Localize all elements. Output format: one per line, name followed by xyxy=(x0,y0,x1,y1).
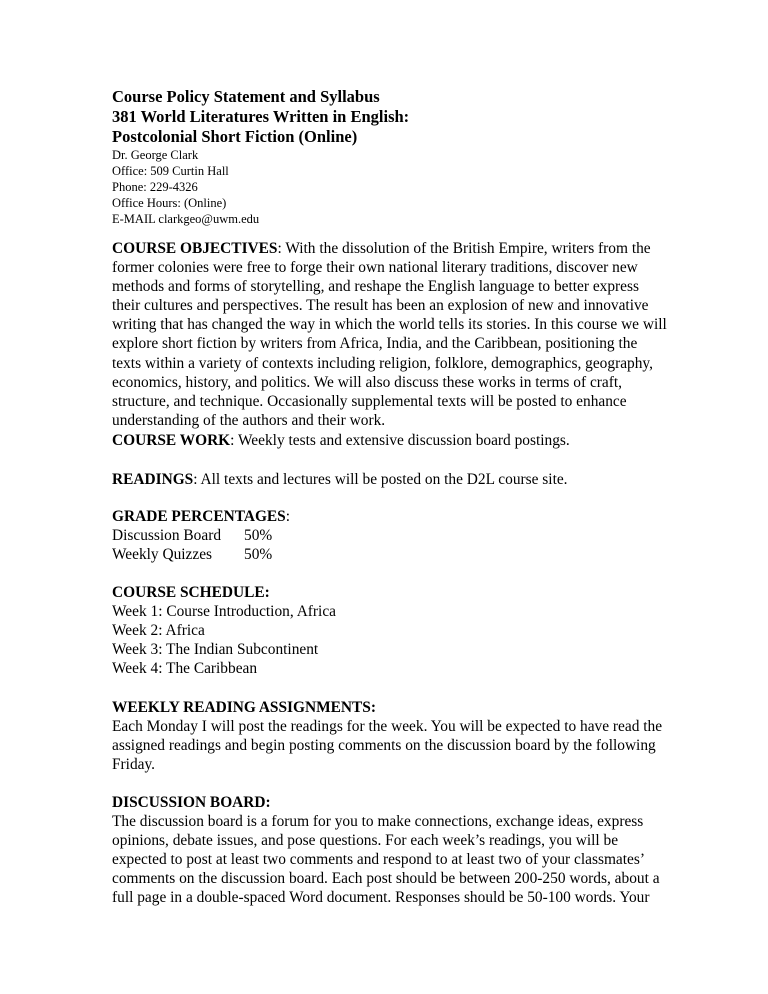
grade-percentages-label: GRADE PERCENTAGES xyxy=(112,508,286,525)
readings-label: READINGS xyxy=(112,471,194,488)
weekly-reading-text: Each Monday I will post the readings for the week. You will be expected to have read the assigned readings and begin posting comments on the discussion board by the following Friday. xyxy=(112,718,663,774)
course-objectives-section xyxy=(112,239,668,430)
instructor-name: Dr. George Clark xyxy=(112,148,199,162)
title-line-1: Course Policy Statement and Syllabus xyxy=(112,87,380,106)
readings-text: : All texts and lectures will be posted on the D2L course site. xyxy=(193,471,568,488)
schedule-item: Week 4: The Caribbean xyxy=(112,660,258,678)
title-line-2: 381 World Literatures Written in English: xyxy=(112,107,410,126)
weekly-reading-section xyxy=(112,698,668,774)
course-work-text: : Weekly tests and extensive discussion board postings. xyxy=(230,432,570,449)
grade-row xyxy=(112,526,668,545)
grade-row xyxy=(112,545,668,564)
schedule-item: Week 3: The Indian Subcontinent xyxy=(112,641,319,659)
document-title xyxy=(112,87,672,147)
readings-section xyxy=(112,470,668,489)
course-work-section xyxy=(112,431,668,450)
instructor-email: E-MAIL clarkgeo@uwm.edu xyxy=(112,212,260,226)
course-objectives-text: : With the dissolution of the British Empire, writers from the former colonies were free to forge their own national literary traditions, discover new methods and forms of storytelling, and reshape the English language to better express their cultures and perspectives. The result has been an explosion of new and innovative writing that has changed the way in which the world tells its stories. In this course we will explore short fiction by writers from Africa, India, and the Caribbean, positioning the texts within a variety of contexts including religion, folklore, demographics, geography, economics, history, and politics. We will also discuss these works in terms of craft, structure, and technique. Occasionally supplemental texts will be posted to enhance understanding of the authors and their work. xyxy=(112,240,667,429)
grade-value: 50% xyxy=(244,546,273,564)
course-schedule-section xyxy=(112,583,668,678)
discussion-board-section xyxy=(112,793,668,908)
discussion-board-text: The discussion board is a forum for you to make connections, exchange ideas, express opinions, debate issues, and pose questions. For each week’s readings, you will be expected to post at least two comments and respond to at least two of your classmates’ comments on the discussion board. Each post should be between 200-250 words, about a full page in a double-spaced Word document. Responses should be 50-100 words. Your xyxy=(112,813,660,907)
course-objectives-label: COURSE OBJECTIVES xyxy=(112,240,278,257)
discussion-board-label: DISCUSSION BOARD: xyxy=(112,794,271,811)
course-work-label: COURSE WORK xyxy=(112,432,231,449)
instructor-hours: Office Hours: (Online) xyxy=(112,196,227,210)
grade-name: Weekly Quizzes xyxy=(112,546,213,564)
instructor-office: Office: 509 Curtin Hall xyxy=(112,164,229,178)
grade-percentages-section xyxy=(112,507,668,564)
instructor-contact xyxy=(112,147,672,227)
schedule-item: Week 2: Africa xyxy=(112,622,205,640)
title-line-3: Postcolonial Short Fiction (Online) xyxy=(112,127,358,146)
grade-percentages-colon: : xyxy=(285,508,291,525)
grade-name: Discussion Board xyxy=(112,527,222,545)
schedule-item: Week 1: Course Introduction, Africa xyxy=(112,603,336,621)
instructor-phone: Phone: 229-4326 xyxy=(112,180,198,194)
course-schedule-label: COURSE SCHEDULE: xyxy=(112,584,270,601)
grade-value: 50% xyxy=(244,527,273,545)
weekly-reading-label: WEEKLY READING ASSIGNMENTS: xyxy=(112,699,376,716)
